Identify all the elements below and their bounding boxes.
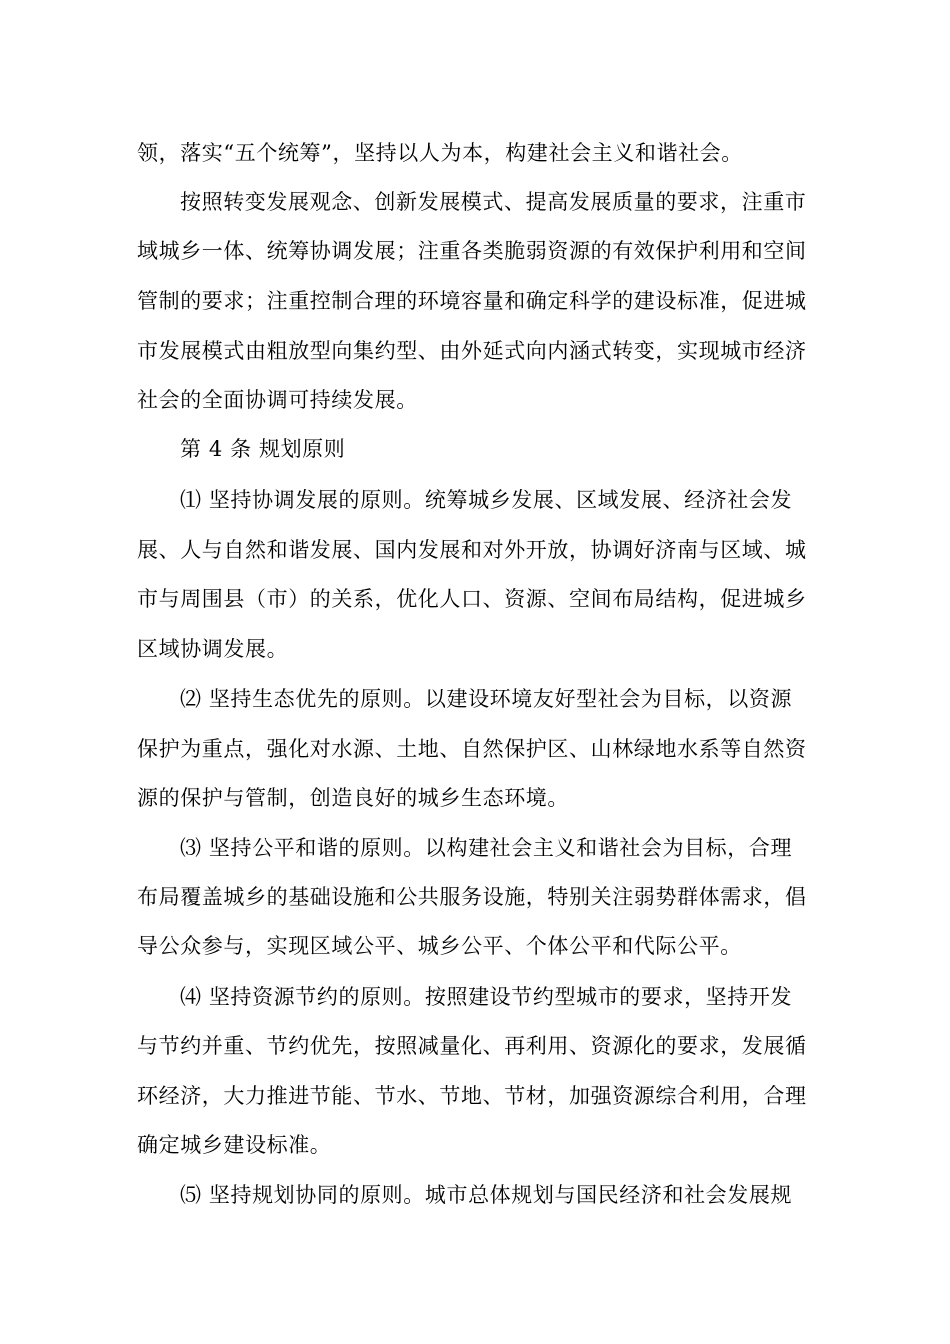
text-line-20: 环经济，大力推进节能、节水、节地、节材，加强资源综合利用，合理: [137, 1084, 807, 1108]
text-line-4: 管制的要求；注重控制合理的环境容量和确定科学的建设标准，促进城: [137, 289, 807, 313]
text-line-14: 源的保护与管制，创造良好的城乡生态环境。: [137, 786, 569, 810]
text-line-8: ⑴ 坚持协调发展的原则。统筹城乡发展、区域发展、经济社会发: [180, 488, 793, 512]
text-line-9: 展、人与自然和谐发展、国内发展和对外开放，协调好济南与区域、城: [137, 538, 807, 562]
text-line-2: 按照转变发展观念、创新发展模式、提高发展质量的要求，注重市: [180, 190, 807, 214]
text-line-15: ⑶ 坚持公平和谐的原则。以构建社会主义和谐社会为目标，合理: [180, 836, 793, 860]
text-line-21: 确定城乡建设标准。: [137, 1133, 332, 1157]
text-line-5: 市发展模式由粗放型向集约型、由外延式向内涵式转变，实现城市经济: [137, 339, 807, 363]
text-line-22: ⑸ 坚持规划协同的原则。城市总体规划与国民经济和社会发展规: [180, 1183, 793, 1207]
text-line-13: 保护为重点，强化对水源、土地、自然保护区、山林绿地水系等自然资: [137, 737, 807, 761]
text-line-16: 布局覆盖城乡的基础设施和公共服务设施，特别关注弱势群体需求，倡: [137, 885, 807, 909]
article-heading: 第 4 条 规划原则: [180, 437, 346, 461]
text-line-12: ⑵ 坚持生态优先的原则。以建设环境友好型社会为目标，以资源: [180, 687, 793, 711]
text-line-10: 市与周围县（市）的关系，优化人口、资源、空间布局结构，促进城乡: [137, 587, 807, 611]
text-line-3: 域城乡一体、统筹协调发展；注重各类脆弱资源的有效保护利用和空间: [137, 239, 807, 263]
text-line-18: ⑷ 坚持资源节约的原则。按照建设节约型城市的要求，坚持开发: [180, 985, 793, 1009]
text-line-17: 导公众参与，实现区域公平、城乡公平、个体公平和代际公平。: [137, 934, 742, 958]
text-line-19: 与节约并重、节约优先，按照减量化、再利用、资源化的要求，发展循: [137, 1034, 807, 1058]
text-line-1: 领，落实“五个统筹”，坚持以人为本，构建社会主义和谐社会。: [137, 141, 743, 165]
text-line-6: 社会的全面协调可持续发展。: [137, 388, 418, 412]
text-line-11: 区域协调发展。: [137, 637, 289, 661]
